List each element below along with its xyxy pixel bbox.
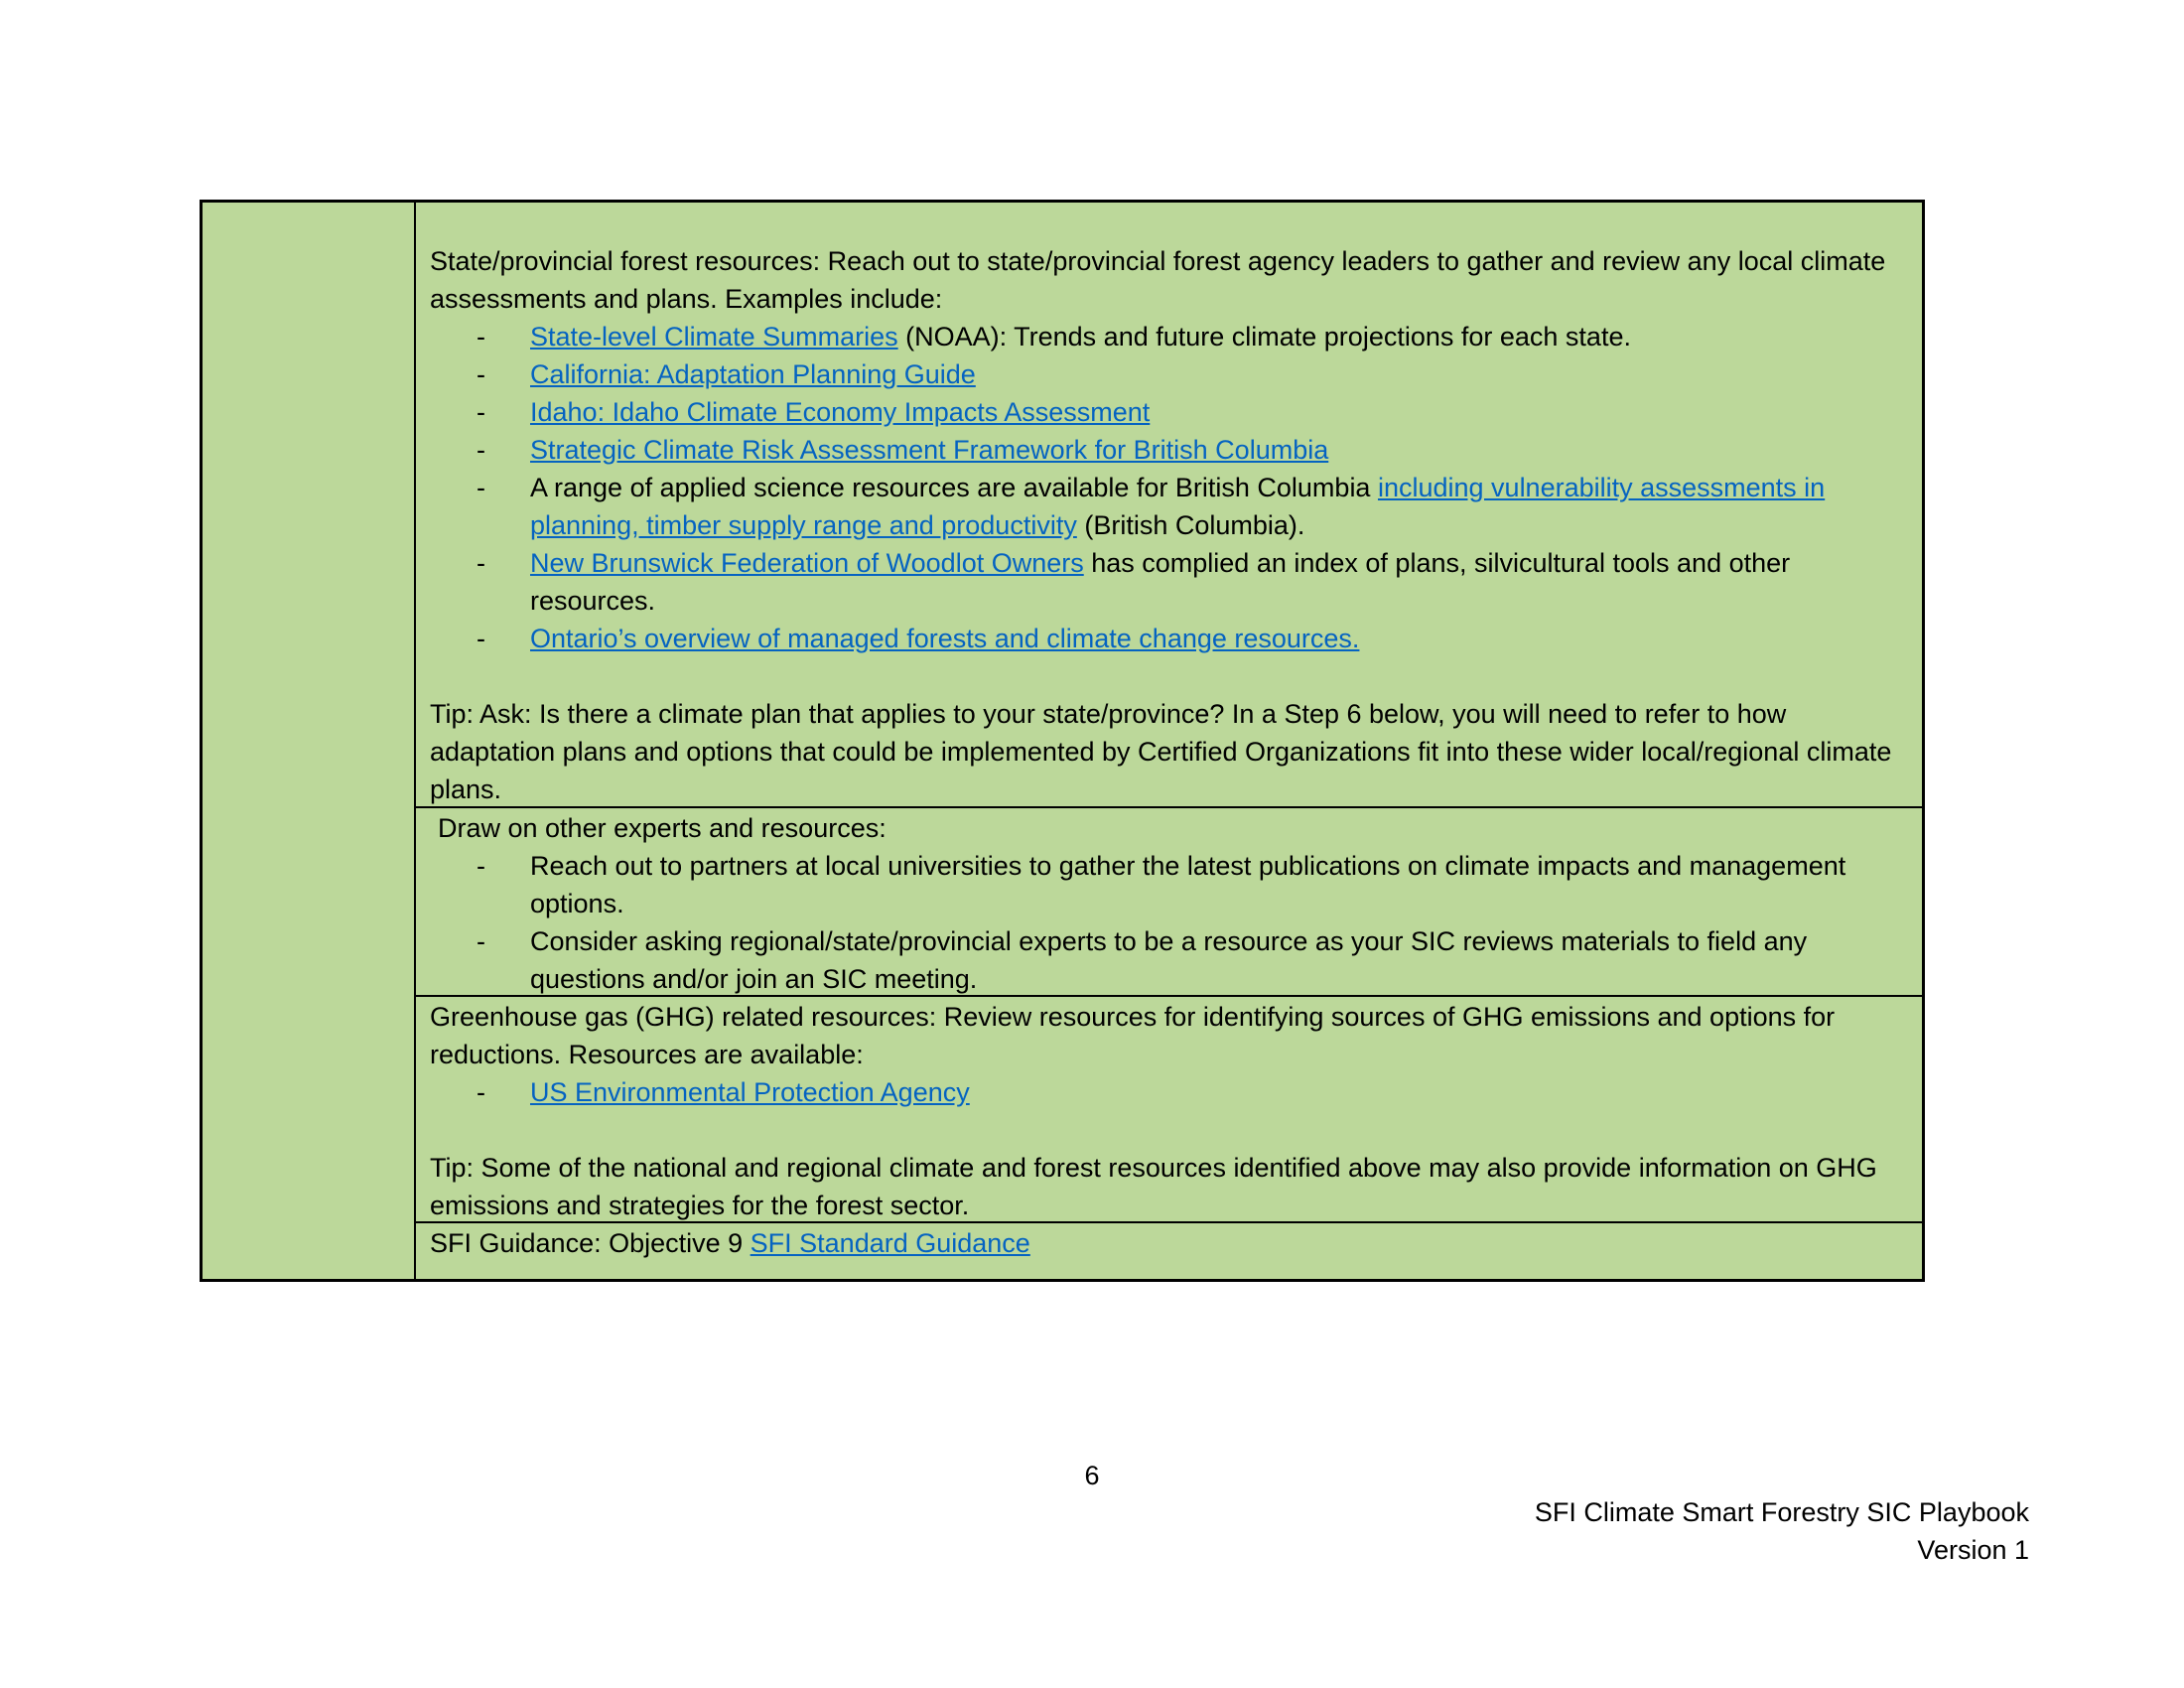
list-item-text: (NOAA): Trends and future climate projections for each state. <box>897 322 1631 352</box>
state-provincial-list <box>430 318 1910 657</box>
state-provincial-resources-cell <box>416 203 1922 806</box>
california-adaptation-guide-link[interactable]: California: Adaptation Planning Guide <box>530 359 976 389</box>
state-climate-summaries-link[interactable]: State-level Climate Summaries <box>530 322 898 352</box>
list-item <box>430 469 1910 544</box>
list-item <box>430 393 1910 431</box>
footer-title: SFI Climate Smart Forestry SIC Playbook <box>1534 1497 2029 1527</box>
list-item <box>430 318 1910 355</box>
bc-risk-framework-link[interactable]: Strategic Climate Risk Assessment Framework for British Columbia <box>530 435 1329 465</box>
spacer <box>430 1111 1910 1149</box>
sfi-guidance-text: SFI Guidance: Objective 9 <box>430 1228 751 1258</box>
ghg-list <box>430 1073 1910 1111</box>
ontario-forests-climate-link[interactable]: Ontario’s overview of managed forests and climate change resources. <box>530 624 1360 653</box>
list-item: - Reach out to partners at local universities to gather the latest publications on climate impacts and management options. <box>438 847 1910 922</box>
page-number: 6 <box>1084 1461 1100 1490</box>
list-item-text: A range of applied science resources are available for British Columbia <box>530 473 1378 502</box>
footer-version: Version 1 <box>1917 1535 2029 1565</box>
ghg-resources-cell <box>416 995 1922 1221</box>
list-item <box>430 431 1910 469</box>
list-item <box>430 544 1910 620</box>
document-footer <box>1535 1493 2029 1569</box>
us-epa-link[interactable]: US Environmental Protection Agency <box>530 1077 970 1107</box>
list-item <box>430 1073 1910 1111</box>
other-experts-cell <box>416 806 1922 995</box>
resources-table <box>200 200 1925 1282</box>
ghg-intro: Greenhouse gas (GHG) related resources: Review resources for identifying sources of GHG emissions and options for reductions. Resources are available: <box>430 1002 1836 1069</box>
spacer <box>430 657 1910 695</box>
sfi-standard-guidance-link[interactable]: SFI Standard Guidance <box>750 1228 1030 1258</box>
table-left-column <box>203 203 416 1279</box>
state-provincial-tip: Tip: Ask: Is there a climate plan that applies to your state/province? In a Step 6 below, you will need to refer to how adaptation plans and options that could be implemented by Certified Organizations fit into these wider local/regional climate plans. <box>430 699 1892 804</box>
state-provincial-intro: State/provincial forest resources: Reach out to state/provincial forest agency leaders to gather and review any local climate assessments and plans. Examples include: <box>430 246 1886 314</box>
ghg-tip: Tip: Some of the national and regional climate and forest resources identified above may also provide information on GHG emissions and strategies for the forest sector. <box>430 1153 1877 1220</box>
bc-vulnerability-assessments-link[interactable]: including vulnerability assessments in planning, timber supply range and productivity <box>530 473 1826 540</box>
table-right-column <box>416 203 1922 1279</box>
idaho-impacts-assessment-link[interactable]: Idaho: Idaho Climate Economy Impacts Assessment <box>530 397 1151 427</box>
other-experts-intro: Draw on other experts and resources: <box>438 813 887 843</box>
sfi-guidance-cell <box>416 1221 1922 1279</box>
list-item <box>430 620 1910 657</box>
list-item-text: has complied an index of plans, silvicultural tools and other resources. <box>530 548 1791 616</box>
other-experts-list <box>438 847 1910 998</box>
new-brunswick-woodlot-link[interactable]: New Brunswick Federation of Woodlot Owners <box>530 548 1084 578</box>
list-item: - Consider asking regional/state/provincial experts to be a resource as your SIC reviews materials to field any questions and/or join an SIC meeting. <box>438 922 1910 998</box>
list-item-text: (British Columbia). <box>1076 510 1305 540</box>
list-item <box>430 355 1910 393</box>
